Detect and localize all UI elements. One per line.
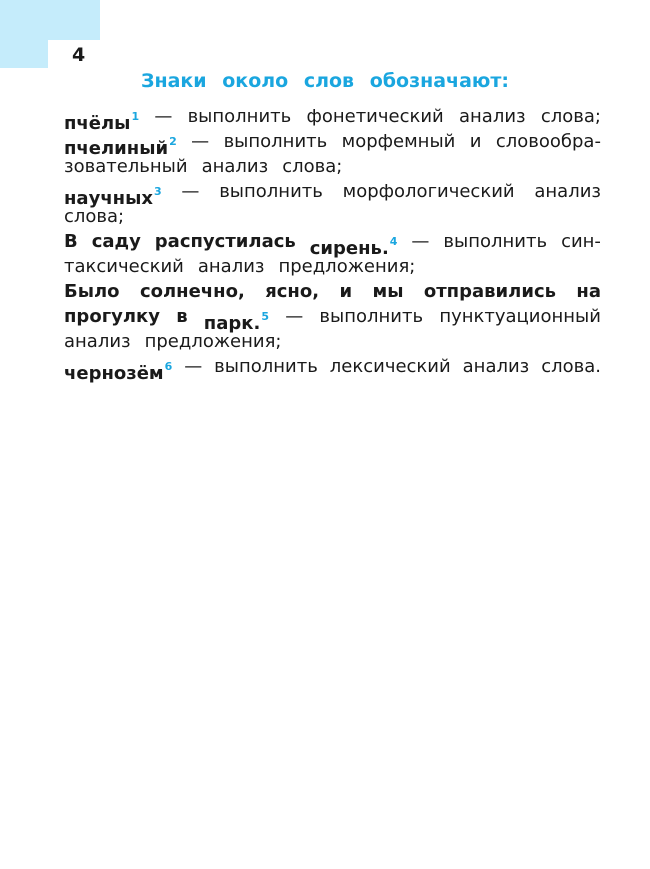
entry-word: слова. [541, 356, 601, 377]
entry-4-sentence-word: сирень. [309, 238, 389, 259]
entry-5-sentence-word: прогулку [64, 306, 160, 327]
footnote-mark-4: 4 [389, 235, 398, 248]
entry-word: слова; [282, 156, 343, 177]
entry-word: выполнить [223, 131, 328, 152]
entry-word: выполнить [219, 181, 323, 202]
entry-word: фонетический [306, 106, 444, 127]
entry-1-word: пчёлы [64, 113, 131, 134]
entry-word: морфологический [342, 181, 515, 202]
entry-5-sentence-word: в [176, 306, 188, 327]
entry-word: анализ [462, 356, 530, 377]
entry-4-line-2 [64, 254, 601, 279]
entry-3-term [64, 179, 162, 209]
footnote-mark-2: 2 [169, 135, 177, 148]
entry-4-sentence-word: распустилась [154, 231, 296, 252]
page-number: 4 [72, 44, 86, 66]
entry-4-line-1 [64, 229, 601, 259]
entry-2-term [64, 129, 177, 159]
entry-word: — [154, 106, 173, 127]
entry-2-line-1 [64, 129, 601, 159]
entry-5-line-1 [64, 279, 601, 304]
entry-4-term-end [309, 229, 398, 259]
entry-word: выполнить [319, 306, 424, 327]
footnote-mark-6: 6 [164, 360, 173, 373]
entry-5-sentence-word: парк. [203, 313, 261, 334]
entry-word: — [184, 356, 203, 377]
entry-5-sentence-word: и [339, 281, 353, 302]
entry-word: анализ [201, 156, 269, 177]
entry-word: предложения; [278, 256, 416, 277]
entry-5-sentence-word: на [576, 281, 601, 302]
entry-6-word: чернозём [64, 363, 164, 384]
entry-word: и [469, 131, 482, 152]
entry-5-sentence-word: ясно, [265, 281, 320, 302]
entry-word: — [191, 131, 210, 152]
footnote-mark-3: 3 [154, 185, 162, 198]
footnote-mark-5: 5 [261, 310, 269, 323]
entry-word: — [411, 231, 430, 252]
entry-5-line-3 [64, 329, 601, 354]
entry-word: выполнить [214, 356, 318, 377]
entry-5-sentence-word: Было [64, 281, 120, 302]
entry-word: лексический [329, 356, 451, 377]
entry-2-word: пчелиный [64, 138, 169, 159]
page-heading: Знаки около слов обозначают: [140, 70, 510, 92]
entry-word: выполнить [187, 106, 292, 127]
entry-5-line-2 [64, 304, 601, 334]
entry-5-sentence-word: солнечно, [139, 281, 245, 302]
entry-6-line-1 [64, 354, 601, 384]
entry-3-word: научных [64, 188, 153, 209]
entry-word: анализ [534, 181, 601, 202]
entry-5-sentence-word: мы [372, 281, 404, 302]
entry-word: анализ [197, 256, 265, 277]
entry-4-sentence-word: саду [91, 231, 141, 252]
entry-word: предложения; [144, 331, 282, 352]
entry-word: зовательный [64, 156, 188, 177]
entry-word: таксический [64, 256, 184, 277]
entry-word: слова; [64, 206, 125, 227]
entry-word: пунктуационный [439, 306, 601, 327]
entry-3-line-1 [64, 179, 601, 209]
legend-text [64, 104, 601, 384]
entry-word: анализ [458, 106, 526, 127]
entry-6-term [64, 354, 173, 384]
entry-2-line-2 [64, 154, 601, 179]
footnote-mark-1: 1 [131, 110, 140, 123]
entry-word: — [181, 181, 200, 202]
entry-word: словообра- [495, 131, 601, 152]
entry-word: анализ [64, 331, 131, 352]
entry-1-line-1 [64, 104, 601, 134]
entry-word: — [285, 306, 304, 327]
entry-word: слова; [540, 106, 601, 127]
entry-4-sentence-word: В [64, 231, 78, 252]
entry-word: син- [561, 231, 601, 252]
entry-word: выполнить [443, 231, 548, 252]
entry-1-term [64, 104, 140, 134]
entry-5-term-end [203, 304, 269, 334]
entry-5-sentence-word: отправились [423, 281, 556, 302]
entry-word: морфемный [341, 131, 456, 152]
